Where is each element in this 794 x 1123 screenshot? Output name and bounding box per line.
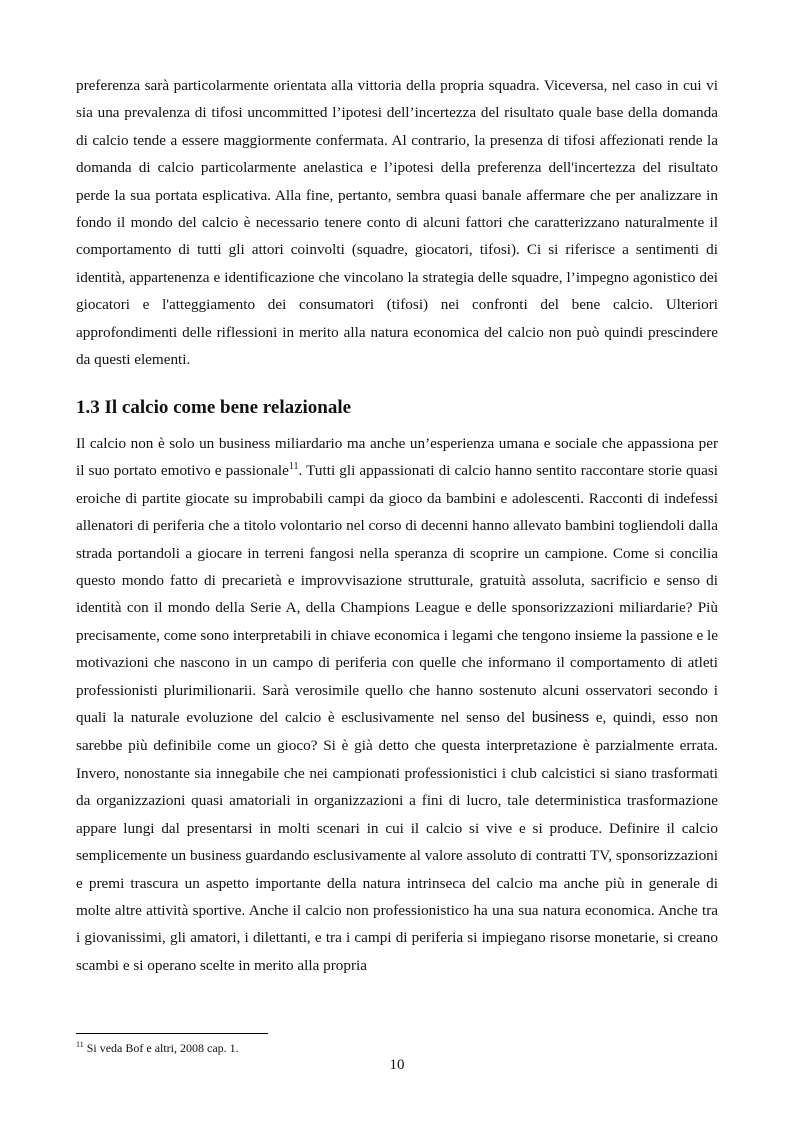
paragraph-intro: preferenza sarà particolarmente orientata alla vittoria della propria squadra. Viceversa, nel caso in cui vi sia una prevalenza di tifosi uncommitted l’ipotesi dell’incertezza del risultato quale base della domanda di calcio tende a essere maggiormente confermata. Al contrario, la presenza di tifosi affezionati rende la domanda di calcio particolarmente anelastica e l’ipotesi della preferenza dell'incertezza del risultato perde la sua portata esplicativa. Alla fine, pertanto, sembra quasi banale affermare che per analizzare in fondo il mondo del calcio è necessario tenere conto di alcuni fattori che caratterizzano naturalmente il comportamento di tutti gli attori coinvolti (squadre, giocatori, tifosi). Ci si riferisce a sentimenti di identità, appartenenza e identificazione che vincolano la strategia delle squadre, l’impegno agonistico dei giocatori e l'atteggiamento dei consumatori (tifosi) nei confronti del bene calcio. Ulteriori approfondimenti delle riflessioni in merito alla natura economica del calcio non può quindi prescindere da questi elementi.	[76, 77, 718, 369]
footnote	[76, 1040, 239, 1056]
section-heading: 1.3 Il calcio come bene relazionale	[76, 397, 352, 418]
footnote-number: 11	[76, 1040, 84, 1049]
paragraph-main-part-b: . Tutti gli appassionati di calcio hanno sentito raccontare storie quasi eroiche di partite giocate su improbabili campi da gioco da bambini e adolescenti. Racconti di indefessi allenatori di periferia che a titolo volontario nel corso di decenni hanno allevato bambini togliendoli dalla strada portandoli a giocare in terreni fangosi nella speranza di scoprire un campione. Come si concilia questo mondo fatto di precarietà e improvvisazione strutturale, gratuità assoluta, sacrificio e senso di identità con il mondo della Serie A, della Champions League e delle sponsorizzazioni miliardarie? Più precisamente, come sono interpretabili in chiave economica i legami che tengono insieme la passione e le motivazioni che nascono in un campo di periferia con quelle che informano il comportamento di atleti professionisti plurimilionarii. Sarà verosimile quello che hanno sostenuto alcuni osservatori secondo i quali la naturale evoluzione del calcio è esclusivamente nel senso del	[76, 462, 718, 727]
footnote-divider	[76, 1033, 268, 1034]
page-number: 10	[389, 1057, 405, 1073]
footnote-reference: 11	[288, 461, 299, 473]
paragraph-main	[76, 430, 718, 979]
footnote-text: Si veda Bof e altri, 2008 cap. 1.	[83, 1041, 239, 1055]
paragraph-main-part-a: Il calcio non è solo un business miliardario ma anche un’esperienza umana e sociale che appassiona per il suo portato emotivo e passionale	[76, 435, 718, 480]
paragraph-main-part-c: e, quindi, esso non sarebbe più definibile come un gioco? Si è già detto che questa interpretazione è parzialmente errata. Invero, nonostante sia innegabile che nei campionati professionistici i club calcistici si siano trasformati da organizzazioni quasi amatoriali in organizzazioni a fini di lucro, tale deterministica trasformazione appare lungi dal presentarsi in molti scenari in cui il calcio si vive e si produce. Definire il calcio semplicemente un business guardando esclusivamente al valore assoluto di contratti TV, sponsorizzazioni e premi trascura un aspetto importante della natura intrinseca del calcio ma anche più in generale di molte altre attività sportive. Anche il calcio non professionistico ha una sua natura economica. Anche tra i giovanissimi, gli amatori, i dilettanti, e tra i campi di periferia si impiegano risorse monetarie, si creano scambi e si operano scelte in merito alla propria	[76, 709, 718, 974]
emphasized-term: business	[531, 710, 590, 727]
document-page	[76, 72, 718, 974]
